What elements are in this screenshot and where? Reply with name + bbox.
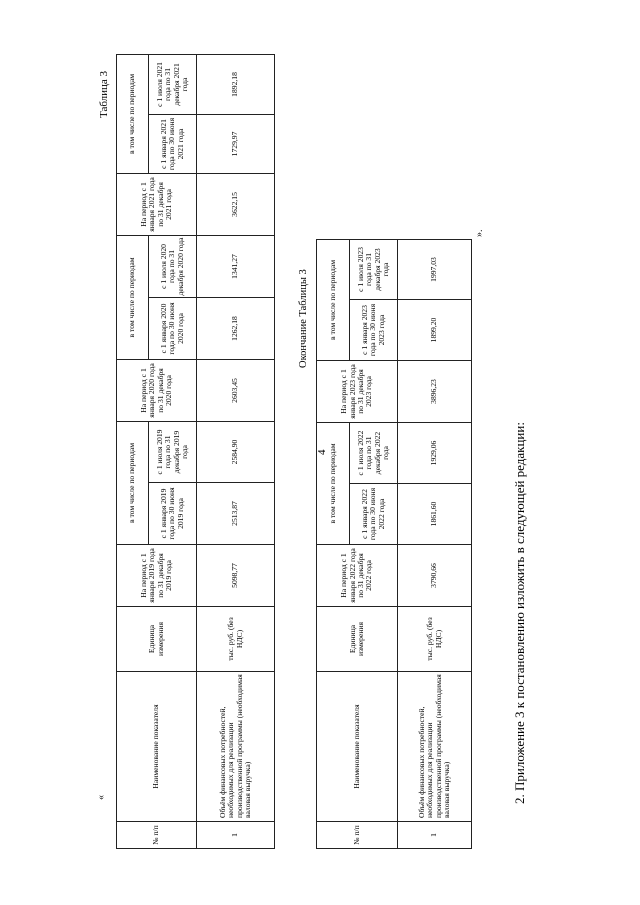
header-period-2022: На период с 1 января 2022 года по 31 декабря 2022 года	[317, 545, 398, 607]
header-name: Наименование показателя	[117, 672, 197, 822]
cell-period-2019: 5098,77	[197, 545, 275, 607]
header-no: № п/п	[317, 822, 398, 849]
cell-h1-2020: 1262,18	[197, 297, 275, 359]
header-unit: Единица измерения	[117, 607, 197, 672]
cell-h1-2019: 2513,87	[197, 483, 275, 545]
header-h1-2019: с 1 января 2019 года по 30 июня 2019 года	[149, 483, 197, 545]
header-in-period-2022: в том числе по периодам	[317, 422, 350, 544]
cell-period-2020: 2603,45	[197, 359, 275, 421]
header-h1-2023: с 1 января 2023 года по 30 июня 2023 года	[350, 299, 398, 360]
cell-period-2021: 3622,15	[197, 173, 275, 235]
cell-no: 1	[398, 822, 472, 849]
header-period-2019: На период с 1 января 2019 года по 31 декабря 2019 года	[117, 545, 197, 607]
header-period-2021: На период с 1 января 2021 года по 31 декабря 2021 года	[117, 173, 197, 235]
table-row	[398, 239, 472, 848]
paragraph-item-2: 2. Приложение 3 к постановлению изложить в следующей редакции:	[512, 422, 527, 804]
table-3-end	[316, 239, 472, 849]
header-in-period-2019: в том числе по периодам	[117, 421, 149, 544]
cell-period-2022: 3790,66	[398, 545, 472, 607]
cell-h2-2022: 1929,06	[398, 422, 472, 483]
table-continuation-title: Окончание Таблицы 3	[298, 269, 309, 368]
cell-unit: тыс. руб. (без НДС)	[398, 607, 472, 672]
header-in-period-2021: в том числе по периодам	[117, 54, 149, 173]
header-no: № п/п	[117, 822, 197, 849]
header-name: Наименование показателя	[317, 672, 398, 822]
header-h1-2020: с 1 января 2020 года по 30 июня 2020 года	[149, 297, 197, 359]
cell-h2-2019: 2584,90	[197, 421, 275, 482]
header-h2-2020: с 1 июля 2020 года по 31 декабря 2020 года	[149, 235, 197, 297]
cell-no: 1	[197, 822, 275, 849]
page-number: 4	[316, 449, 328, 455]
cell-period-2023: 3896,23	[398, 360, 472, 422]
header-period-2020: На период с 1 января 2020 года по 31 декабря 2020 года	[117, 359, 197, 421]
cell-h2-2021: 1892,18	[197, 54, 275, 114]
cell-name: Объём финансовых потребностей, необходимых для реализации производственной программы (необходимая валовая выручка)	[197, 672, 275, 822]
cell-h2-2023: 1997,03	[398, 239, 472, 299]
table-3	[116, 54, 275, 849]
header-period-2023: На период с 1 января 2023 года по 31 декабря 2023 года	[317, 360, 398, 422]
table-title: Таблица 3	[98, 70, 110, 118]
cell-h1-2021: 1729,97	[197, 114, 275, 173]
header-in-period-2020: в том числе по периодам	[117, 235, 149, 359]
cell-h2-2020: 1341,27	[197, 235, 275, 297]
header-unit: Единица измерения	[317, 607, 398, 672]
header-h2-2023: с 1 июля 2023 года по 31 декабря 2023 года	[350, 239, 398, 299]
table-row	[197, 54, 275, 848]
header-h2-2022: с 1 июля 2022 года по 31 декабря 2022 года	[350, 422, 398, 483]
header-h1-2021: с 1 января 2021 года по 30 июня 2021 года	[149, 114, 197, 173]
header-h1-2022: с 1 января 2022 года по 30 июня 2022 года	[350, 484, 398, 545]
cell-h1-2022: 1861,60	[398, 484, 472, 545]
header-h2-2021: с 1 июля 2021 года по 31 декабря 2021 года	[149, 54, 197, 114]
cell-name: Объём финансовых потребностей, необходимых для реализации производственной программы (необходимая валовая выручка)	[398, 672, 472, 822]
cell-unit: тыс. руб. (без НДС)	[197, 607, 275, 672]
header-h2-2019: с 1 июля 2019 года по 31 декабря 2019 года	[149, 421, 197, 482]
opening-quote: «	[96, 795, 107, 800]
header-in-period-2023: в том числе по периодам	[317, 239, 350, 360]
closing-quote: ».	[474, 229, 485, 237]
cell-h1-2023: 1899,20	[398, 299, 472, 360]
